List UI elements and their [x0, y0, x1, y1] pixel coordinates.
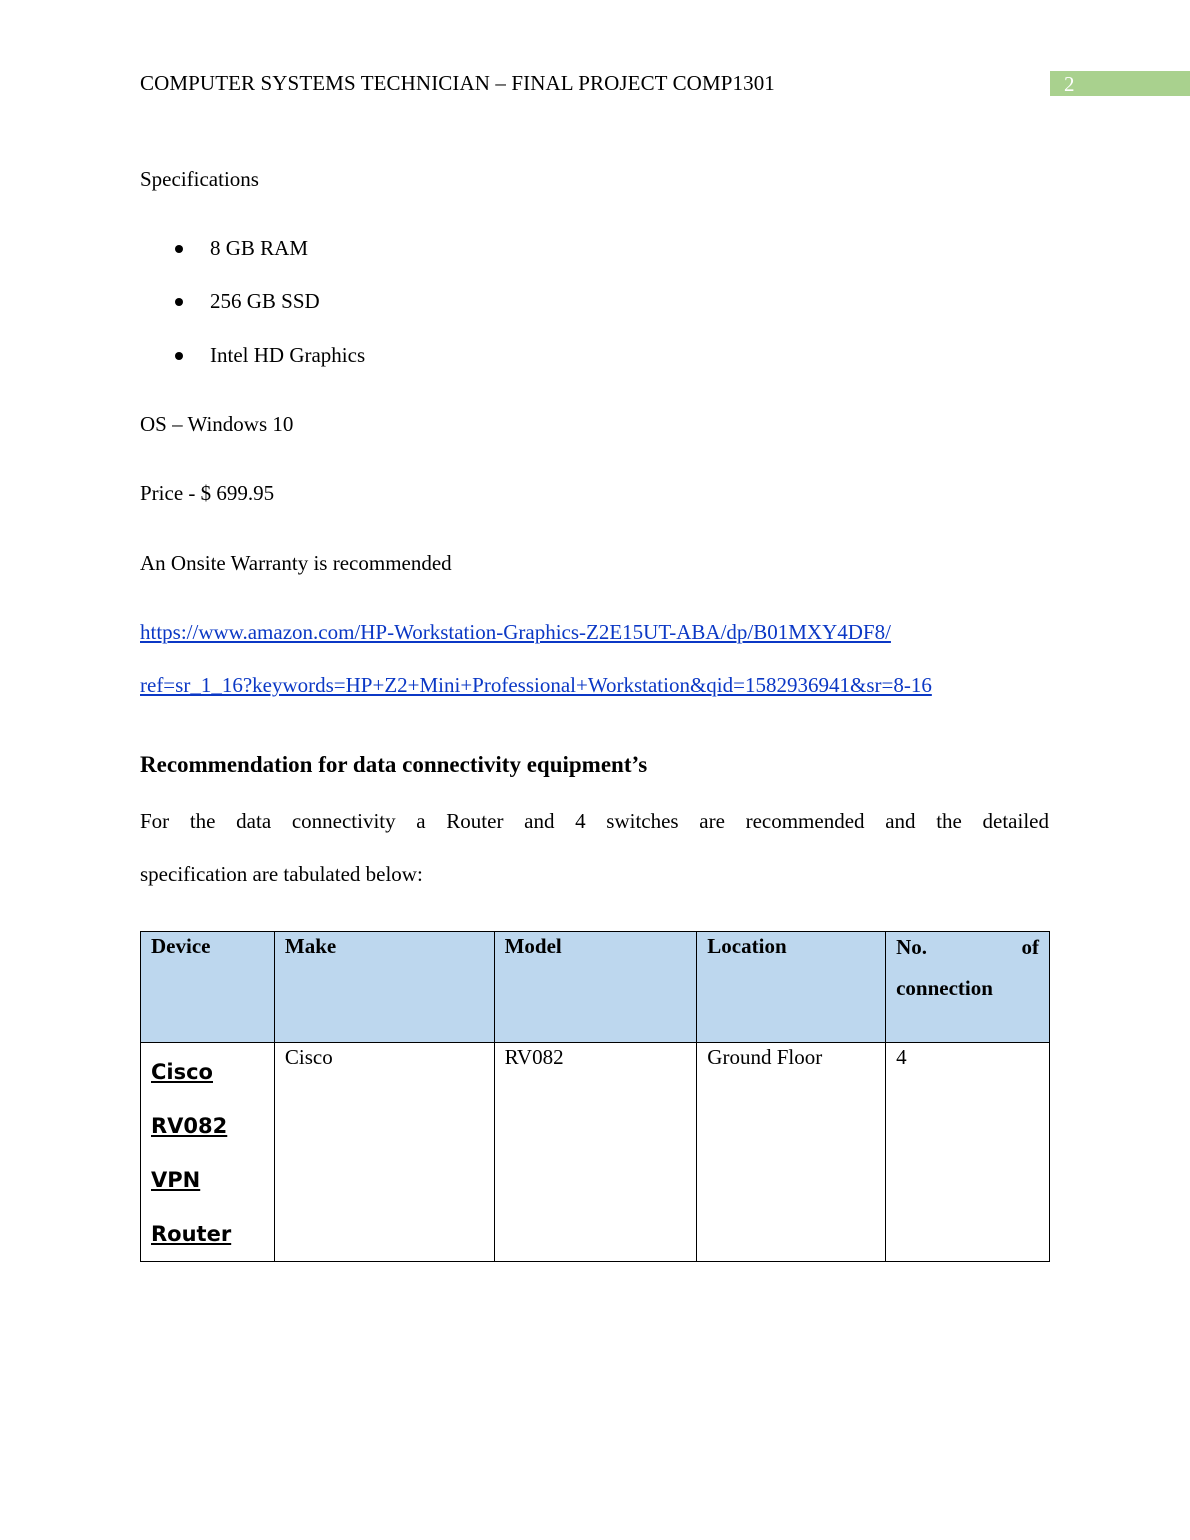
equipment-table [140, 931, 1050, 1262]
header-connections [886, 932, 1050, 1043]
header-connections-line-2: connection [896, 976, 993, 1000]
cell-device [141, 1043, 275, 1262]
header-make: Make [274, 932, 494, 1043]
cell-location: Ground Floor [697, 1043, 886, 1262]
spec-item-ram: 8 GB RAM [210, 236, 309, 260]
spec-item-graphics: Intel HD Graphics [210, 343, 366, 367]
section-paragraph-line-1: For the data connectivity a Router and 4 switches are recommended and the detailed [140, 809, 1049, 833]
device-name-line[interactable]: Cisco [151, 1060, 213, 1084]
header-model: Model [494, 932, 697, 1043]
table-header-row [141, 932, 1050, 1043]
cell-make: Cisco [274, 1043, 494, 1262]
warranty-line: An Onsite Warranty is recommended [140, 551, 452, 575]
cell-connections: 4 [886, 1043, 1050, 1262]
header-device: Device [141, 932, 275, 1043]
spec-item-storage: 256 GB SSD [210, 289, 320, 313]
device-name-line[interactable]: VPN [151, 1168, 201, 1192]
section-paragraph-line-2: specification are tabulated below: [140, 862, 423, 886]
product-link-line-2[interactable]: ref=sr_1_16?keywords=HP+Z2+Mini+Professional+Workstation&qid=1582936941&sr=8-16 [140, 673, 932, 697]
bullet-icon [175, 352, 183, 360]
page-number-badge [1050, 71, 1190, 96]
page-number: 2 [1064, 72, 1075, 96]
product-link-line-1[interactable]: https://www.amazon.com/HP-Workstation-Graphics-Z2E15UT-ABA/dp/B01MXY4DF8/ [140, 620, 891, 644]
running-header-title: COMPUTER SYSTEMS TECHNICIAN – FINAL PROJECT COMP1301 [140, 71, 775, 95]
header-location: Location [697, 932, 886, 1043]
device-name-line[interactable]: Router [151, 1222, 232, 1246]
price-line: Price - $ 699.95 [140, 481, 275, 505]
device-name-line[interactable]: RV082 [151, 1114, 228, 1138]
header-connections-line-1: No. of [896, 935, 1039, 959]
section-heading: Recommendation for data connectivity equipment’s [140, 752, 648, 777]
bullet-icon [175, 298, 183, 306]
table-row [141, 1043, 1050, 1262]
os-line: OS – Windows 10 [140, 412, 294, 436]
specifications-label: Specifications [140, 167, 259, 191]
bullet-icon [175, 245, 183, 253]
cell-model: RV082 [494, 1043, 697, 1262]
